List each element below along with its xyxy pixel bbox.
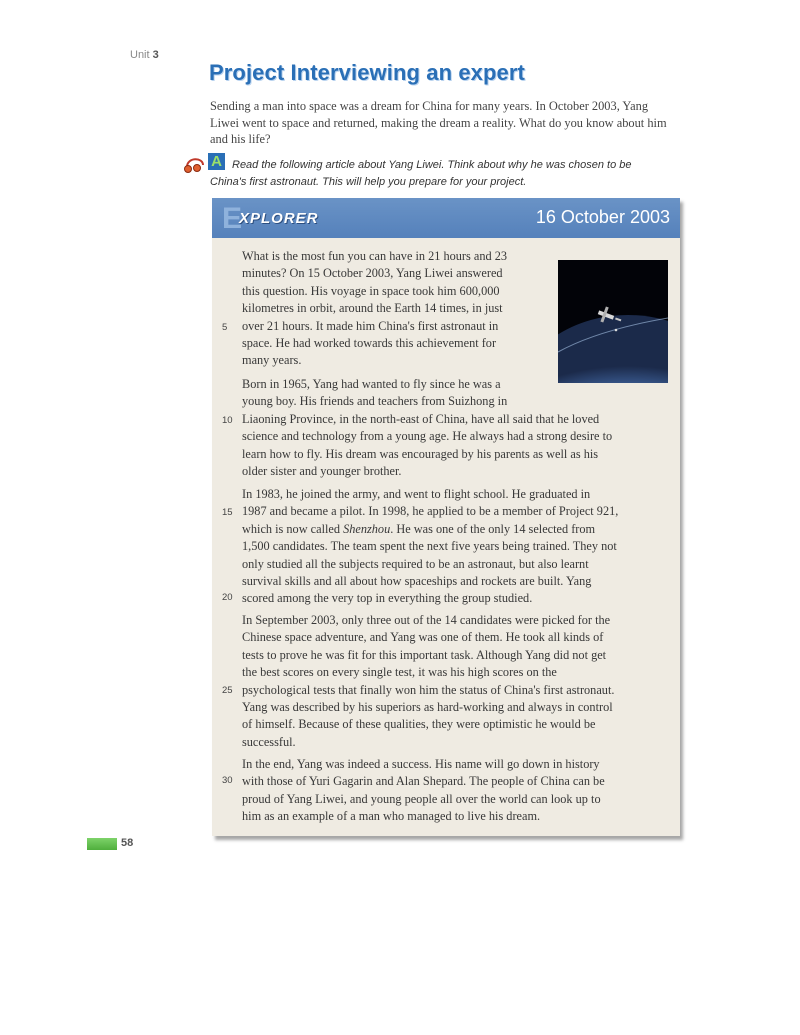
text-line: this question. His voyage in space took him 600,000: [242, 283, 500, 298]
space-station-photo: [558, 260, 668, 383]
text-line: scored among the very top in everything the group studied.: [242, 591, 533, 606]
text-line: many years.: [242, 353, 302, 368]
text-line: tests to prove he was fit for this important task. Although Yang did not get: [242, 647, 607, 662]
paragraph-4: [242, 612, 614, 751]
unit-label: [130, 49, 159, 61]
text-line: Liaoning Province, in the north-east of China, have all said that he loved: [242, 411, 600, 426]
text-line: space. He had worked towards this achievement for: [242, 336, 497, 351]
text-line: young boy. His friends and teachers from Suizhong in: [242, 394, 508, 409]
page-number: 58: [121, 837, 134, 849]
paragraph-2: [242, 376, 612, 480]
text-line: proud of Yang Liwei, and young people all over the world can look up to: [242, 791, 601, 806]
article-date: 16 October 2003: [535, 207, 670, 227]
brand-initial: E: [222, 202, 243, 235]
intro-text: Sending a man into space was a dream for China for many years. In October 2003, Yang Liwei went to space and returned, making the dream a reality. What do you know about him and his life?: [210, 99, 667, 146]
line-number: 30: [222, 775, 233, 786]
paragraph-3: [242, 486, 618, 608]
text-line: Chinese space adventure, and Yang was one of them. He took all kinds of: [242, 630, 604, 645]
line-number: 25: [222, 685, 233, 696]
text-line: over 21 hours. It made him China's first astronaut in: [242, 318, 499, 333]
article-panel: [212, 198, 680, 836]
paragraph-1: [242, 248, 507, 370]
text-line: of himself. Because of these qualities, they were optimistic he would be: [242, 717, 596, 732]
text-line: him as an example of a man who managed to live his dream.: [242, 809, 541, 824]
headphones-icon: [183, 153, 207, 175]
text-line: psychological tests that finally won him the status of China's first astronaut.: [242, 682, 615, 697]
line-number: 10: [222, 415, 233, 426]
article-header: [212, 198, 680, 238]
text-line: In the end, Yang was indeed a success. His name will go down in history: [242, 757, 600, 771]
page-number-bar: [87, 838, 117, 850]
text-line: learn how to fly. His dream was encouraged by his parents as well as his: [242, 446, 599, 461]
text-line: Born in 1965, Yang had wanted to fly since he was a: [242, 377, 501, 391]
text-line: survival skills and all about how spaceships and rockets are built. Yang: [242, 574, 592, 589]
text-line: science and technology from a young age. He always had a strong desire to: [242, 429, 613, 444]
text-line: older sister and younger brother.: [242, 464, 402, 479]
activity-letter: A: [208, 153, 225, 170]
text-line: In 1983, he joined the army, and went to flight school. He graduated in: [242, 487, 591, 501]
text-line: minutes? On 15 October 2003, Yang Liwei answered: [242, 266, 503, 281]
program-name: Shenzhou: [343, 521, 391, 536]
brand-name: XPLORER: [239, 210, 319, 227]
text-line: successful.: [242, 734, 296, 749]
text-line: 1987 and became a pilot. In 1998, he applied to be a member of Project 921,: [242, 504, 619, 519]
text-line-shenzhou: which is now called Shenzhou. He was one of the only 14 selected from: [242, 521, 596, 536]
text-line: 1,500 candidates. The team spent the next five years being trained. They not: [242, 539, 617, 554]
line-number: 5: [222, 322, 228, 333]
text-line: only studied all the subjects required to be an astronaut, but also learnt: [242, 556, 589, 571]
paragraph-5: [242, 756, 605, 826]
text-line: In September 2003, only three out of the 14 candidates were picked for the: [242, 613, 611, 627]
unit-number: 3: [152, 49, 159, 61]
line-number: 20: [222, 592, 233, 603]
unit-prefix: Unit: [130, 49, 150, 61]
text-line: kilometres in orbit, around the Earth 14 times, in just: [242, 301, 503, 316]
text-line: with those of Yuri Gagarin and Alan Shepard. The people of China can be: [242, 774, 605, 789]
text-line: What is the most fun you can have in 21 hours and 23: [242, 249, 508, 263]
page-title: Project Interviewing an expert: [209, 60, 525, 85]
line-number: 15: [222, 507, 233, 518]
text-line: the best scores on every single test, it was his high scores on the: [242, 665, 557, 680]
instruction-text: Read the following article about Yang Liwei. Think about why he was chosen to be China's first astronaut. This will help you prepare for your project.: [210, 159, 632, 188]
text-line: Yang was described by his superiors as hard-working and always in control: [242, 700, 613, 715]
